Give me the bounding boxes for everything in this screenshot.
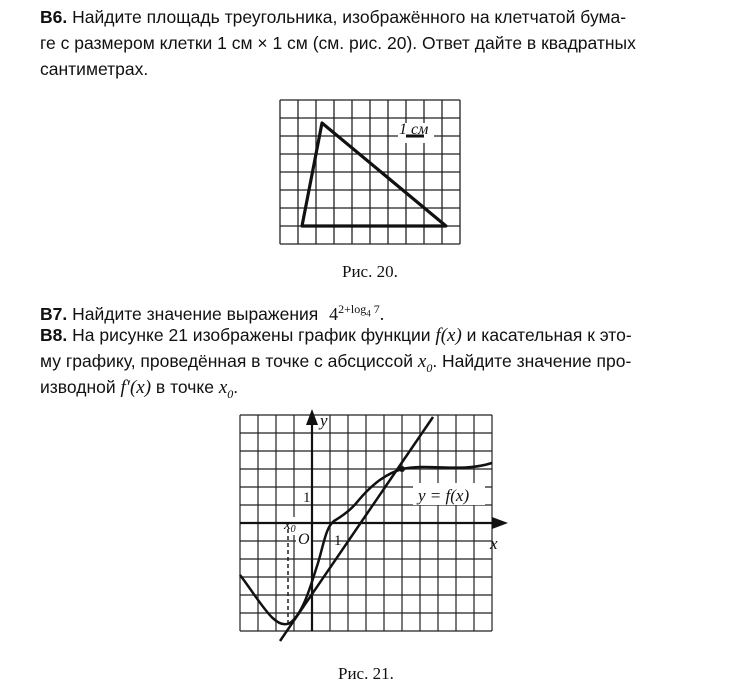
b8-line-3 [40,374,238,407]
tangent-point-marker [399,466,405,472]
b8-x0-sub-2: 0 [227,386,234,401]
b7-log-base: 4 [366,308,371,319]
b7-tail: . [379,304,385,324]
b8-x0-letter-2: x [218,377,228,398]
b6-line-2 [40,30,636,56]
b7-base: 4 [329,304,339,324]
b8-fx: f(x) [435,325,462,346]
b8-x0 [417,351,433,375]
b6-line-1 [40,4,626,30]
b6-line-3 [40,56,148,82]
b8-text-1b: и касательная к это- [466,325,632,345]
x0-axis-letter: x [284,517,291,533]
b7-text: Найдите значение выражения [72,304,319,324]
x-axis-arrow [492,517,508,529]
b8-x0-letter: x [417,351,427,372]
unit-x-label: 1 [334,533,342,549]
b6-text-2: ге с размером клетки 1 см × 1 см (см. рис. 20). Ответ дайте в квадратных [40,33,636,53]
figure-20-caption: Рис. 20. [342,262,398,281]
b6-text-1: Найдите площадь треугольника, изображённого на клетчатой бума- [72,7,627,27]
b8-x0-sub: 0 [426,360,433,375]
b7-log-arg: 7 [370,302,380,316]
x-axis-label: x [490,534,498,553]
y-axis-arrow [306,409,318,425]
b8-text-2b: . Найдите значение про- [432,351,632,371]
x0-axis-sub: 0 [290,524,296,535]
b8-text-3a: изводной [40,377,116,397]
b8-text-2a: му графику, проведённая в точке с абсциссой [40,351,413,371]
unit-y-label: 1 [303,490,311,506]
b7-expression [329,304,384,324]
y-axis-label: y [320,411,328,430]
b6-text-3: сантиметрах. [40,59,149,79]
figure-21-graph [230,405,520,655]
b8-text-3b: в точке [155,377,214,397]
scale-label: 1 см [399,121,429,138]
figure-21-caption: Рис. 21. [338,664,394,683]
origin-label: O [298,531,310,548]
b8-text-3-end: . [233,377,239,397]
function-label: y = f(x) [418,486,470,505]
b8-x0-again [218,377,234,401]
b7-exponent: 2+log [338,302,367,316]
b6-label: B6. [40,7,68,27]
b7-label: B7. [40,304,68,324]
b8-text-1a: На рисунке 21 изображены график функции [72,325,431,345]
figure-20-triangle-grid [270,95,475,255]
b8-label: B8. [40,325,68,345]
b8-line-1 [40,322,632,349]
figure-20-grid [280,100,460,244]
b8-fpx: f′(x) [120,377,152,398]
